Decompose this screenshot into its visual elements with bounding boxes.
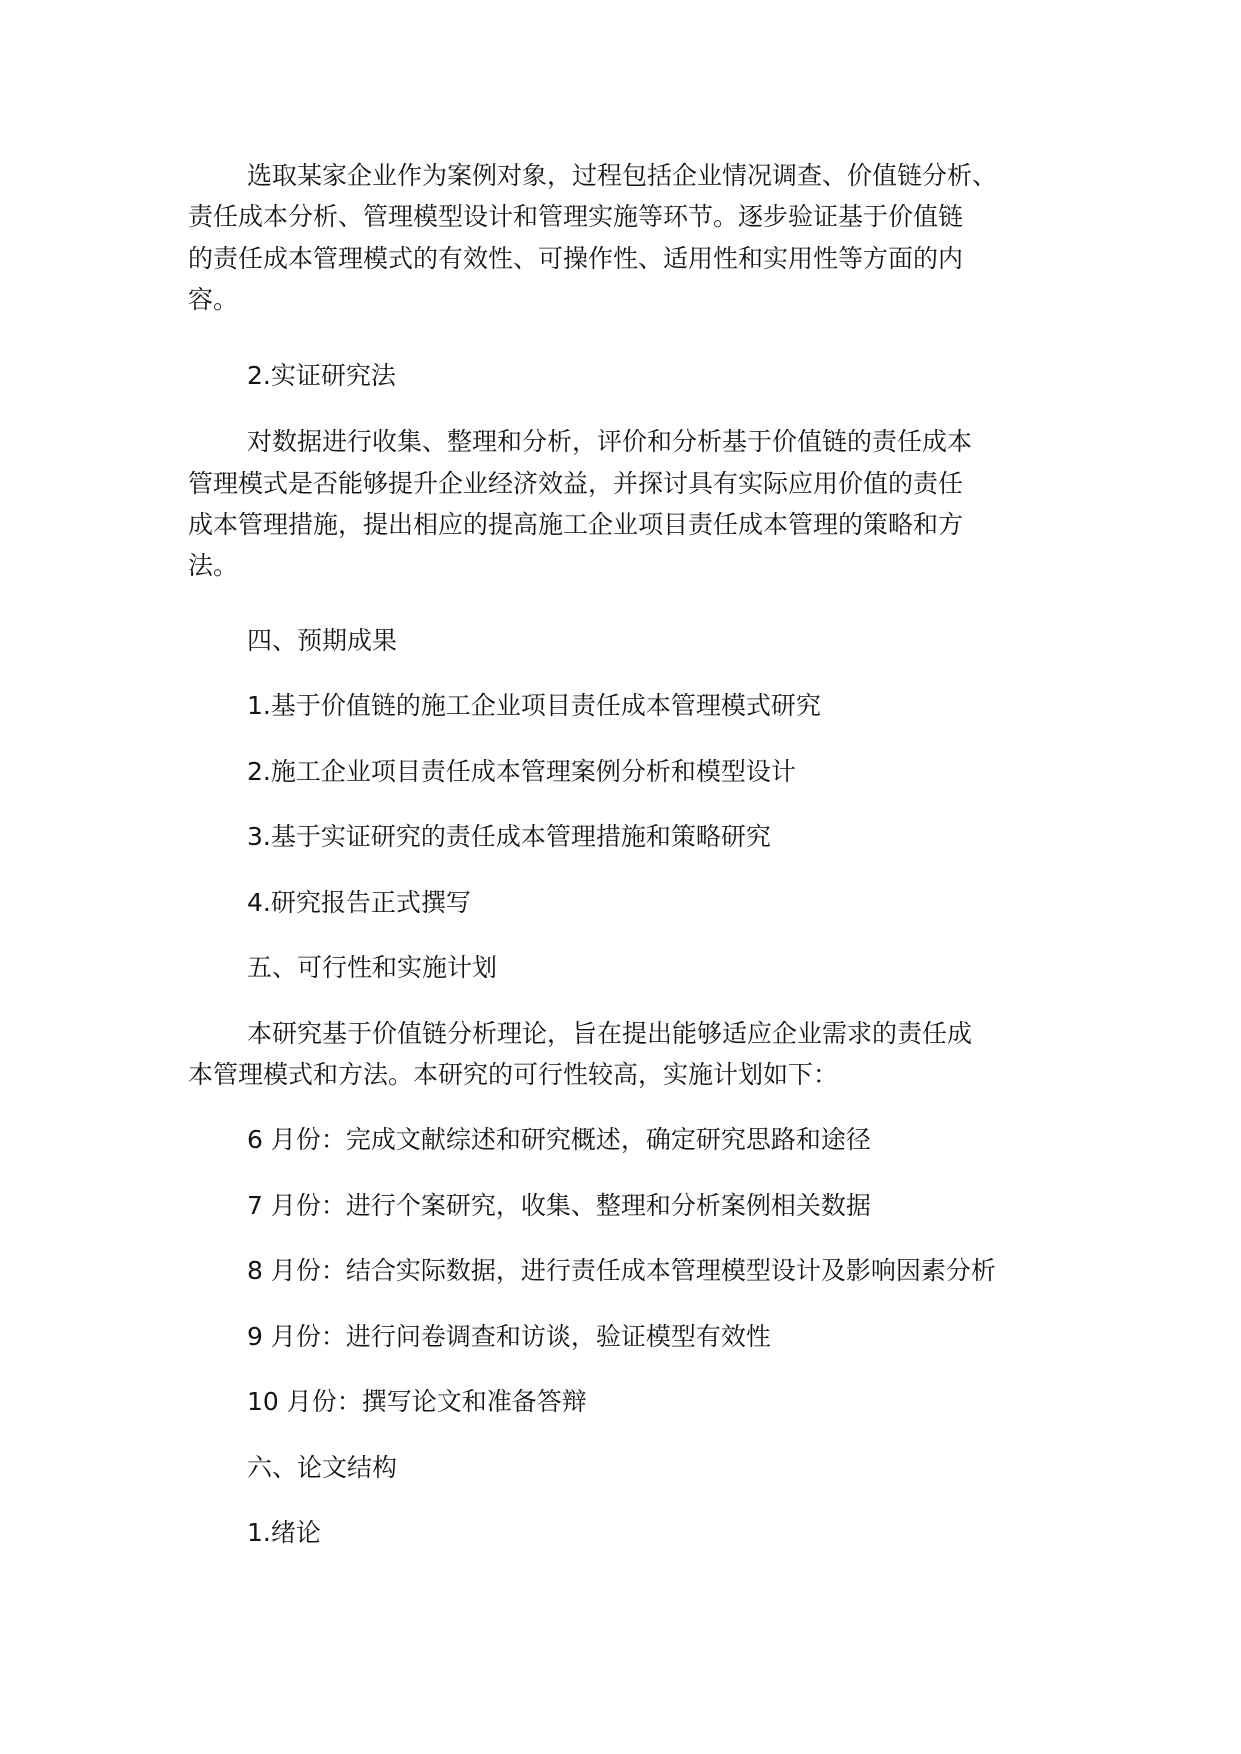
expected-result-item: 1.基于价值链的施工企业项目责任成本管理模式研究 bbox=[247, 691, 821, 720]
expected-result-item: 3.基于实证研究的责任成本管理措施和策略研究 bbox=[247, 822, 771, 851]
feasibility-paragraph-line: 本研究基于价值链分析理论，旨在提出能够适应企业需求的责任成 bbox=[247, 1019, 973, 1048]
plan-item-august: 8 月份：结合实际数据，进行责任成本管理模型设计及影响因素分析 bbox=[247, 1256, 996, 1285]
expected-result-item: 4.研究报告正式撰写 bbox=[247, 888, 471, 917]
thesis-structure-item: 1.绪论 bbox=[247, 1518, 321, 1547]
empirical-method-paragraph-line: 法。 bbox=[188, 551, 239, 580]
section-heading-empirical-method: 2.实证研究法 bbox=[247, 361, 396, 390]
empirical-method-paragraph-line: 成本管理措施，提出相应的提高施工企业项目责任成本管理的策略和方 bbox=[188, 510, 964, 539]
section-heading-thesis-structure: 六、论文结构 bbox=[247, 1453, 398, 1482]
case-study-paragraph-line: 容。 bbox=[188, 285, 239, 314]
plan-item-july: 7 月份：进行个案研究，收集、整理和分析案例相关数据 bbox=[247, 1191, 871, 1220]
section-heading-expected-results: 四、预期成果 bbox=[247, 626, 398, 655]
expected-result-item: 2.施工企业项目责任成本管理案例分析和模型设计 bbox=[247, 757, 796, 786]
case-study-paragraph-line: 的责任成本管理模式的有效性、可操作性、适用性和实用性等方面的内 bbox=[188, 244, 964, 273]
empirical-method-paragraph-line: 对数据进行收集、整理和分析，评价和分析基于价值链的责任成本 bbox=[247, 427, 973, 456]
plan-item-june: 6 月份：完成文献综述和研究概述，确定研究思路和途径 bbox=[247, 1125, 871, 1154]
feasibility-paragraph-line: 本管理模式和方法。本研究的可行性较高，实施计划如下： bbox=[188, 1060, 839, 1089]
plan-item-october: 10 月份：撰写论文和准备答辩 bbox=[247, 1387, 587, 1416]
case-study-paragraph-line: 选取某家企业作为案例对象，过程包括企业情况调查、价值链分析、 bbox=[247, 161, 998, 190]
empirical-method-paragraph-line: 管理模式是否能够提升企业经济效益，并探讨具有实际应用价值的责任 bbox=[188, 469, 964, 498]
case-study-paragraph-line: 责任成本分析、管理模型设计和管理实施等环节。逐步验证基于价值链 bbox=[188, 202, 964, 231]
plan-item-september: 9 月份：进行问卷调查和访谈，验证模型有效性 bbox=[247, 1322, 771, 1351]
section-heading-feasibility: 五、可行性和实施计划 bbox=[247, 953, 498, 982]
